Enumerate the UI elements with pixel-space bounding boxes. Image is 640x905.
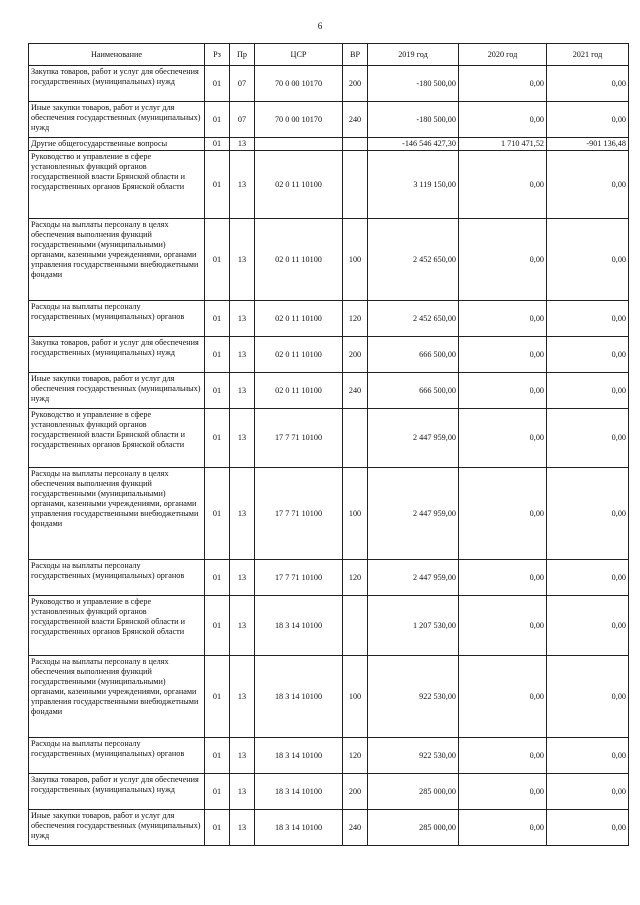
header-rz: Рз [205, 44, 230, 66]
row-vr: 100 [343, 468, 368, 560]
row-rz: 01 [205, 810, 230, 846]
row-csr: 18 3 14 10100 [255, 774, 343, 810]
table-row [29, 102, 629, 138]
row-pr: 13 [230, 738, 255, 774]
row-pr: 13 [230, 409, 255, 468]
table-row [29, 774, 629, 810]
header-pr: Пр [230, 44, 255, 66]
row-2019: 2 447 959,00 [368, 409, 459, 468]
row-vr: 200 [343, 774, 368, 810]
row-vr: 120 [343, 301, 368, 337]
row-pr: 13 [230, 337, 255, 373]
row-2020: 0,00 [459, 151, 547, 219]
row-2019: 922 530,00 [368, 738, 459, 774]
header-2021: 2021 год [547, 44, 629, 66]
row-2020: 0,00 [459, 468, 547, 560]
row-name: Расходы на выплаты персоналу государственных (муниципальных) органов [29, 560, 205, 596]
table-row [29, 810, 629, 846]
row-vr: 100 [343, 219, 368, 301]
row-rz: 01 [205, 738, 230, 774]
row-pr: 13 [230, 596, 255, 656]
row-2021: 0,00 [547, 810, 629, 846]
row-2019: 3 119 150,00 [368, 151, 459, 219]
table-row [29, 560, 629, 596]
row-2020: 1 710 471,52 [459, 138, 547, 151]
row-2020: 0,00 [459, 810, 547, 846]
row-csr: 17 7 71 10100 [255, 468, 343, 560]
row-name: Иные закупки товаров, работ и услуг для обеспечения государственных (муниципальных) нужд [29, 373, 205, 409]
row-2019: 2 447 959,00 [368, 468, 459, 560]
row-2021: 0,00 [547, 560, 629, 596]
row-rz: 01 [205, 656, 230, 738]
row-name: Закупка товаров, работ и услуг для обеспечения государственных (муниципальных) нужд [29, 66, 205, 102]
row-2019: 666 500,00 [368, 337, 459, 373]
row-name: Расходы на выплаты персоналу государственных (муниципальных) органов [29, 301, 205, 337]
row-2019: 285 000,00 [368, 810, 459, 846]
row-2021: 0,00 [547, 738, 629, 774]
row-vr [343, 151, 368, 219]
row-2020: 0,00 [459, 596, 547, 656]
row-rz: 01 [205, 301, 230, 337]
row-name: Расходы на выплаты персоналу в целях обеспечения выполнения функций государственными (муниципальными) органами, казенными учреждениями, органами управления государственными внебюджетными фондами [29, 656, 205, 738]
row-2019: 1 207 530,00 [368, 596, 459, 656]
row-vr: 240 [343, 810, 368, 846]
row-name: Иные закупки товаров, работ и услуг для обеспечения государственных (муниципальных) нужд [29, 102, 205, 138]
row-2020: 0,00 [459, 774, 547, 810]
row-rz: 01 [205, 373, 230, 409]
table-row [29, 301, 629, 337]
row-2019: 666 500,00 [368, 373, 459, 409]
row-rz: 01 [205, 596, 230, 656]
row-csr: 70 0 00 10170 [255, 66, 343, 102]
row-vr: 200 [343, 337, 368, 373]
row-pr: 13 [230, 301, 255, 337]
row-2021: 0,00 [547, 468, 629, 560]
row-2020: 0,00 [459, 337, 547, 373]
row-vr: 120 [343, 560, 368, 596]
row-2020: 0,00 [459, 560, 547, 596]
table-row [29, 373, 629, 409]
row-name: Руководство и управление в сфере установленных функций органов государственной власти Брянской области и государственных органов Брянской области [29, 409, 205, 468]
table-row [29, 151, 629, 219]
row-vr: 240 [343, 102, 368, 138]
row-2020: 0,00 [459, 738, 547, 774]
row-rz: 01 [205, 774, 230, 810]
row-rz: 01 [205, 102, 230, 138]
row-2021: 0,00 [547, 219, 629, 301]
row-name: Руководство и управление в сфере установленных функций органов государственной власти Брянской области и государственных органов Брянской области [29, 151, 205, 219]
row-pr: 13 [230, 560, 255, 596]
row-csr: 17 7 71 10100 [255, 560, 343, 596]
row-name: Расходы на выплаты персоналу государственных (муниципальных) органов [29, 738, 205, 774]
row-2020: 0,00 [459, 219, 547, 301]
row-pr: 07 [230, 102, 255, 138]
row-csr: 02 0 11 10100 [255, 219, 343, 301]
row-csr: 70 0 00 10170 [255, 102, 343, 138]
row-2019: -180 500,00 [368, 102, 459, 138]
row-name: Другие общегосударственные вопросы [29, 138, 205, 151]
row-name: Расходы на выплаты персоналу в целях обеспечения выполнения функций государственными (муниципальными) органами, казенными учреждениями, органами управления государственными внебюджетными фондами [29, 219, 205, 301]
row-vr: 200 [343, 66, 368, 102]
row-csr: 18 3 14 10100 [255, 596, 343, 656]
row-2021: 0,00 [547, 373, 629, 409]
row-2019: 2 452 650,00 [368, 219, 459, 301]
row-rz: 01 [205, 219, 230, 301]
row-2019: 922 530,00 [368, 656, 459, 738]
row-rz: 01 [205, 138, 230, 151]
table-row [29, 409, 629, 468]
row-csr: 18 3 14 10100 [255, 810, 343, 846]
row-2020: 0,00 [459, 656, 547, 738]
header-2019: 2019 год [368, 44, 459, 66]
row-name: Иные закупки товаров, работ и услуг для обеспечения государственных (муниципальных) нужд [29, 810, 205, 846]
page-number: 6 [317, 21, 323, 31]
row-pr: 13 [230, 138, 255, 151]
row-rz: 01 [205, 468, 230, 560]
row-rz: 01 [205, 337, 230, 373]
row-rz: 01 [205, 66, 230, 102]
header-2020: 2020 год [459, 44, 547, 66]
row-2021: 0,00 [547, 656, 629, 738]
row-rz: 01 [205, 409, 230, 468]
row-name: Закупка товаров, работ и услуг для обеспечения государственных (муниципальных) нужд [29, 337, 205, 373]
row-rz: 01 [205, 151, 230, 219]
row-2021: 0,00 [547, 337, 629, 373]
table-row [29, 337, 629, 373]
row-csr: 02 0 11 10100 [255, 373, 343, 409]
row-pr: 13 [230, 151, 255, 219]
table-header-row [29, 44, 629, 66]
row-2020: 0,00 [459, 409, 547, 468]
row-vr: 240 [343, 373, 368, 409]
row-pr: 13 [230, 774, 255, 810]
row-vr [343, 138, 368, 151]
row-2020: 0,00 [459, 66, 547, 102]
row-2021: 0,00 [547, 151, 629, 219]
row-pr: 13 [230, 468, 255, 560]
row-pr: 07 [230, 66, 255, 102]
row-csr [255, 138, 343, 151]
row-2021: 0,00 [547, 301, 629, 337]
row-pr: 13 [230, 373, 255, 409]
row-2021: 0,00 [547, 66, 629, 102]
table-row [29, 596, 629, 656]
row-2019: 2 452 650,00 [368, 301, 459, 337]
row-2021: 0,00 [547, 102, 629, 138]
row-pr: 13 [230, 810, 255, 846]
table-row [29, 219, 629, 301]
header-name: Наименование [29, 44, 205, 66]
row-2021: 0,00 [547, 774, 629, 810]
row-2021: 0,00 [547, 596, 629, 656]
row-vr: 120 [343, 738, 368, 774]
row-2021: -901 136,48 [547, 138, 629, 151]
header-vr: ВР [343, 44, 368, 66]
table-row [29, 656, 629, 738]
row-name: Закупка товаров, работ и услуг для обеспечения государственных (муниципальных) нужд [29, 774, 205, 810]
row-csr: 18 3 14 10100 [255, 656, 343, 738]
row-2019: 285 000,00 [368, 774, 459, 810]
row-2021: 0,00 [547, 409, 629, 468]
row-csr: 02 0 11 10100 [255, 337, 343, 373]
row-csr: 02 0 11 10100 [255, 151, 343, 219]
row-2019: 2 447 959,00 [368, 560, 459, 596]
table-row [29, 468, 629, 560]
row-name: Руководство и управление в сфере установленных функций органов государственной власти Брянской области и государственных органов Брянской области [29, 596, 205, 656]
row-vr [343, 409, 368, 468]
row-pr: 13 [230, 219, 255, 301]
budget-table [28, 43, 629, 846]
row-2019: -180 500,00 [368, 66, 459, 102]
row-2020: 0,00 [459, 102, 547, 138]
table-row [29, 138, 629, 151]
row-rz: 01 [205, 560, 230, 596]
row-csr: 17 7 71 10100 [255, 409, 343, 468]
row-2019: -146 546 427,30 [368, 138, 459, 151]
row-2020: 0,00 [459, 373, 547, 409]
table-row [29, 66, 629, 102]
row-pr: 13 [230, 656, 255, 738]
row-csr: 18 3 14 10100 [255, 738, 343, 774]
row-name: Расходы на выплаты персоналу в целях обеспечения выполнения функций государственными (муниципальными) органами, казенными учреждениями, органами управления государственными внебюджетными фондами [29, 468, 205, 560]
row-csr: 02 0 11 10100 [255, 301, 343, 337]
table-row [29, 738, 629, 774]
header-csr: ЦСР [255, 44, 343, 66]
row-2020: 0,00 [459, 301, 547, 337]
row-vr [343, 596, 368, 656]
row-vr: 100 [343, 656, 368, 738]
